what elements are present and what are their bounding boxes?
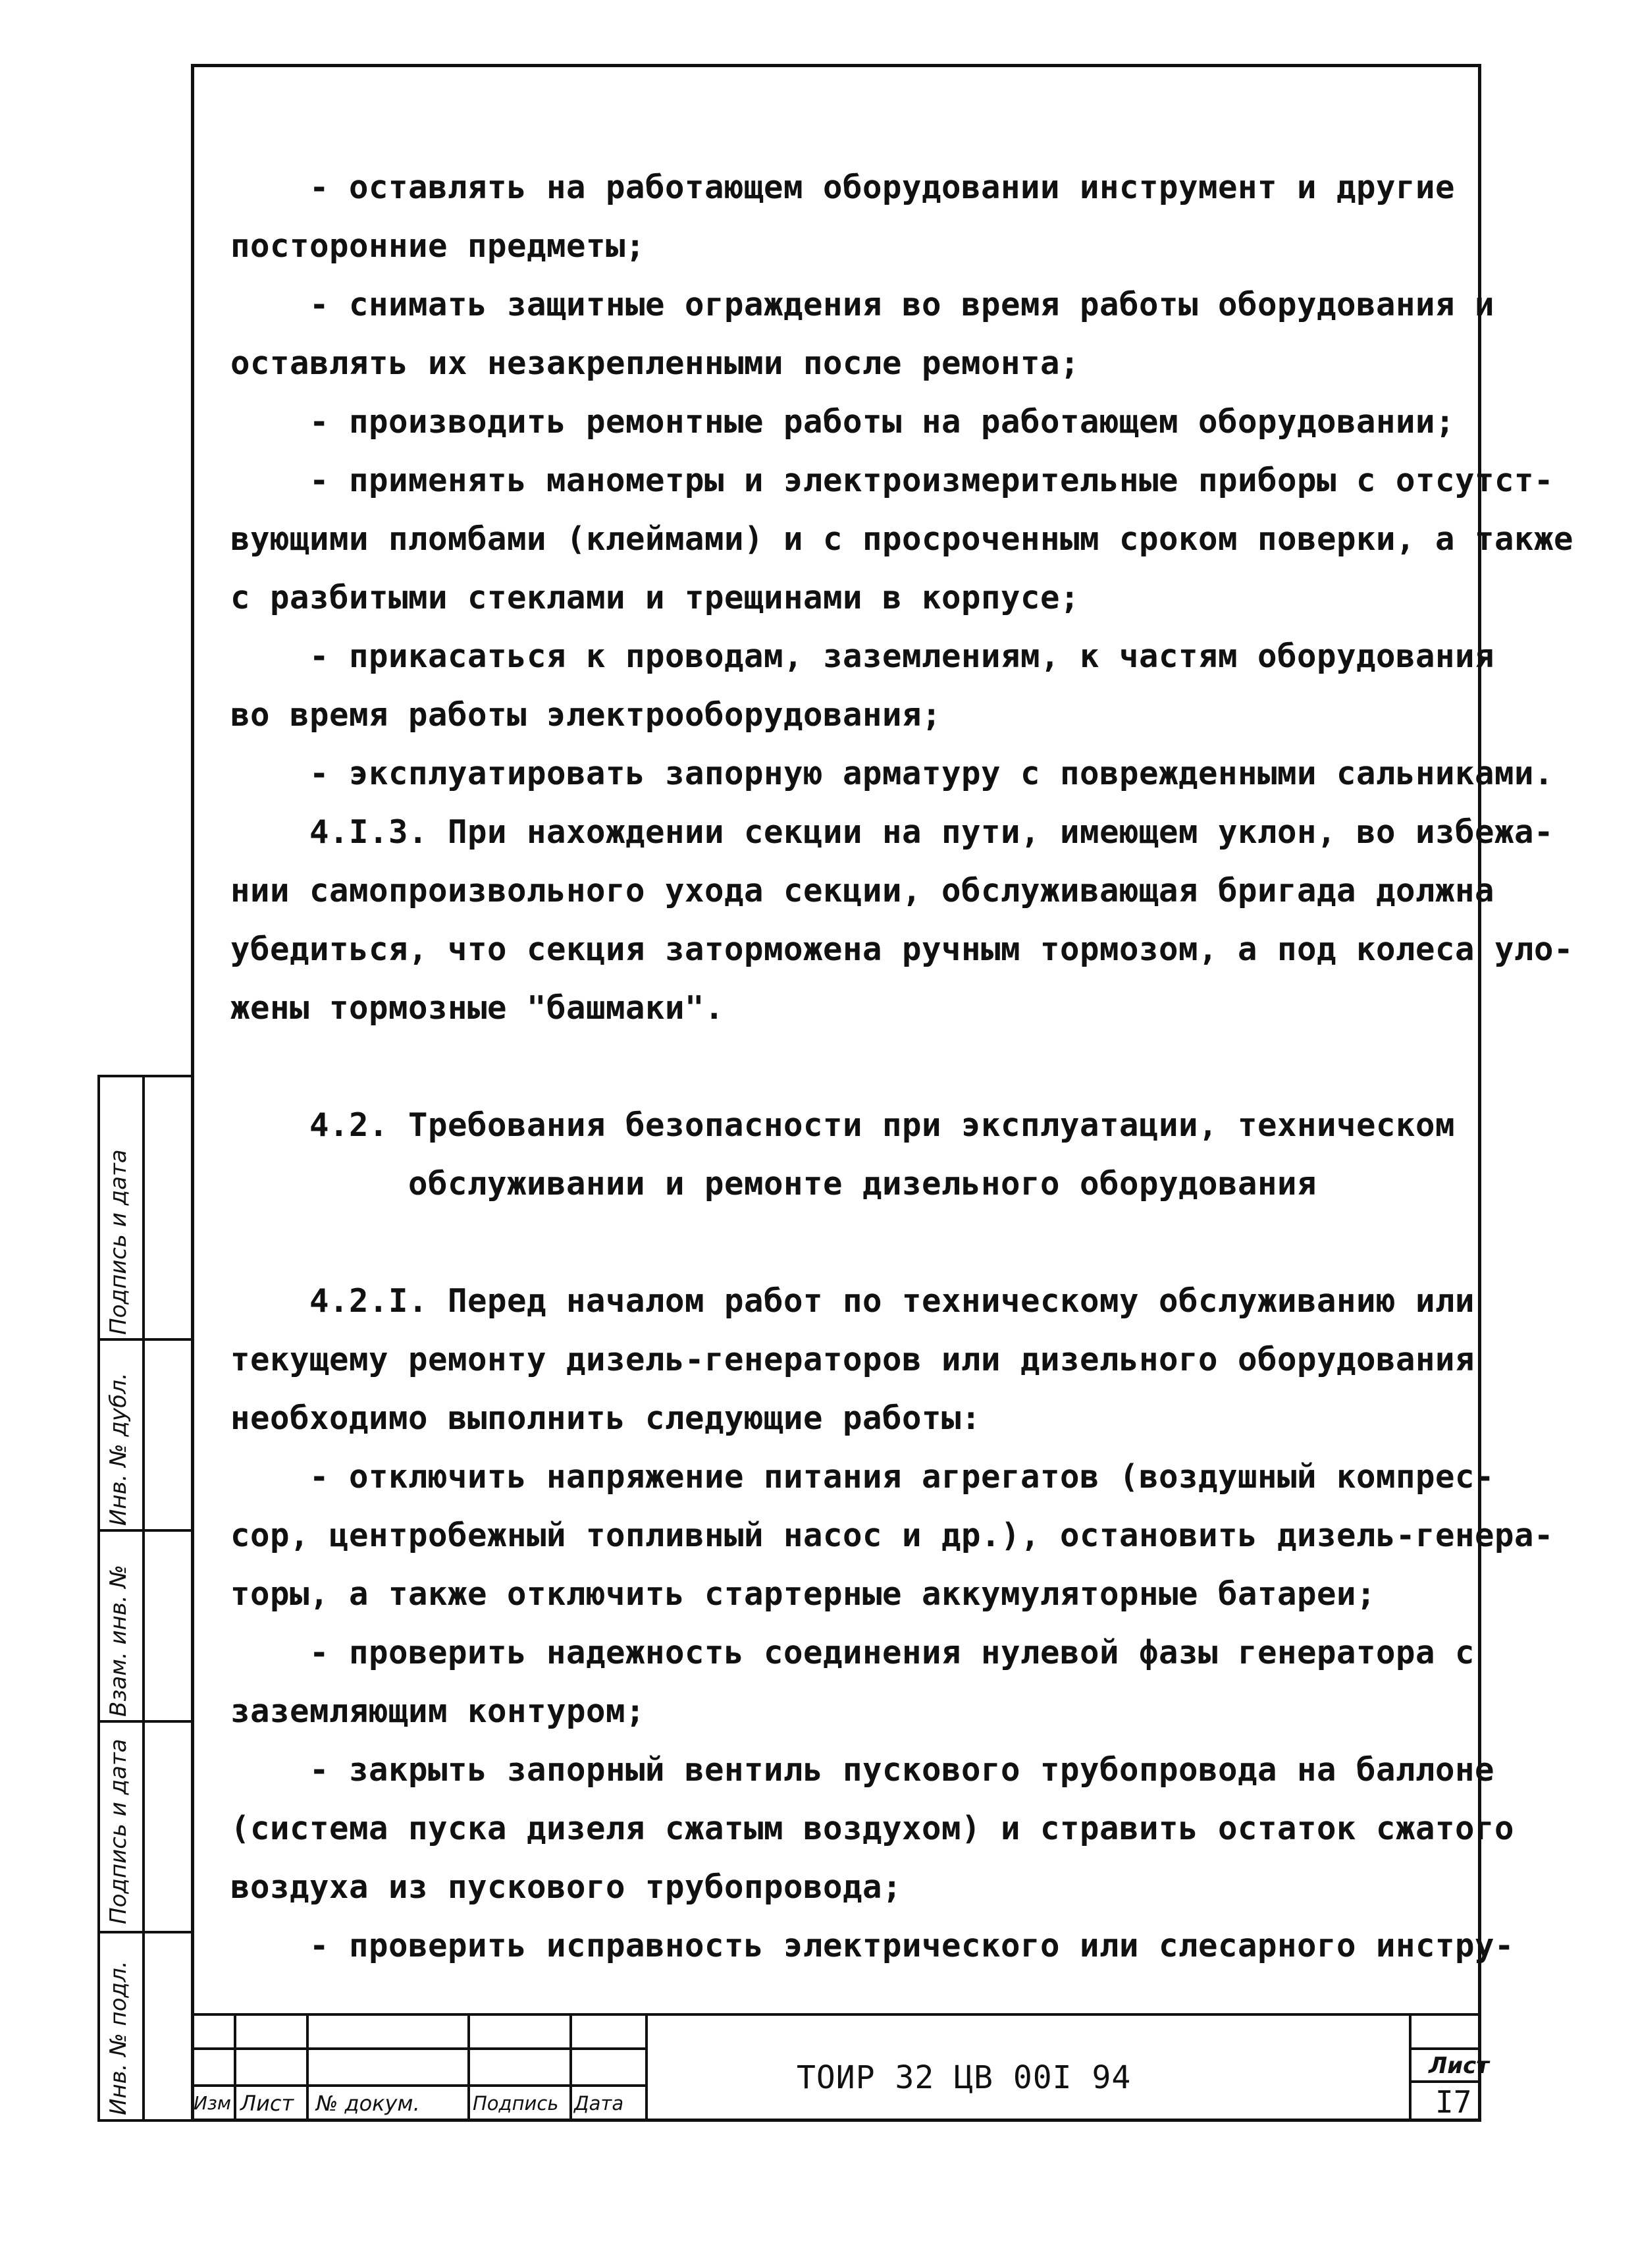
sheet-number: I7: [1435, 2084, 1472, 2120]
sheet-label: Лист: [1429, 2053, 1489, 2079]
strip-label-replacement-inv: Взам. инв. №: [105, 1565, 132, 1717]
header-sheet: Лист: [240, 2091, 294, 2116]
strip-row-line: [97, 2119, 191, 2122]
text-line: с разбитыми стеклами и трещинами в корпусе;: [230, 579, 1080, 616]
text-line: - закрыть запорный вентиль пускового трубопровода на баллоне: [230, 1751, 1495, 1789]
text-line: - снимать защитные ограждения во время работы оборудования и: [230, 286, 1495, 323]
text-line: - применять манометры и электроизмерительные приборы с отсутст-: [230, 462, 1554, 499]
title-block-col-line: [569, 2013, 572, 2122]
text-line: заземляющим контуром;: [230, 1692, 646, 1730]
text-line: 4.2. Требования безопасности при эксплуатации, техническом: [230, 1106, 1456, 1144]
text-line: - оставлять на работающем оборудовании инструмент и другие: [230, 169, 1456, 206]
text-line: - прикасаться к проводам, заземлениям, к частям оборудования: [230, 637, 1495, 675]
title-block-sheet-line: [1409, 2080, 1481, 2083]
text-line: - эксплуатировать запорную арматуру с поврежденными сальниками.: [230, 755, 1554, 792]
strip-row-line: [97, 1338, 191, 1341]
header-date: Дата: [574, 2092, 624, 2115]
title-block-col-line: [234, 2013, 236, 2122]
strip-row-line: [97, 1931, 191, 1933]
side-stamp-strip: [97, 1075, 191, 2122]
header-document-number: № докум.: [316, 2091, 420, 2116]
strip-row-line: [97, 1720, 191, 1723]
title-block: [191, 2013, 1489, 2122]
title-block-col-line: [1409, 2013, 1412, 2122]
strip-row-line: [97, 1529, 191, 1532]
text-line: 4.2.I. Перед началом работ по техническому обслуживанию или: [230, 1282, 1475, 1320]
text-line: вующими пломбами (клеймами) и с просроченным сроком поверки, а также: [230, 520, 1574, 558]
title-block-row-line: [191, 2047, 645, 2050]
text-line: сор, центробежный топливный насос и др.), остановить дизель-генера-: [230, 1517, 1554, 1554]
strip-row-line: [97, 1075, 191, 1077]
text-line: нии самопроизвольного ухода секции, обслуживающая бригада должна: [230, 872, 1495, 909]
text-line: посторонние предметы;: [230, 227, 646, 265]
title-block-top-line: [191, 2013, 1481, 2016]
strip-divider: [142, 1075, 145, 2122]
title-block-row-line: [191, 2084, 645, 2087]
text-line: необходимо выполнить следующие работы:: [230, 1399, 982, 1437]
document-code: ТОИР 32 ЦВ 00I 94: [797, 2059, 1132, 2096]
header-signature: Подпись: [473, 2092, 559, 2115]
strip-label-original-inv: Инв. № подл.: [105, 1960, 132, 2115]
strip-border: [97, 1075, 100, 2122]
text-line: - отключить напряжение питания агрегатов (воздушный компрес-: [230, 1458, 1495, 1496]
title-block-col-line: [645, 2013, 648, 2122]
text-line: текущему ремонту дизель-генераторов или дизельного оборудования: [230, 1341, 1475, 1378]
title-block-col-line: [306, 2013, 309, 2122]
header-change: Изм: [194, 2092, 231, 2114]
text-line: 4.I.3. При нахождении секции на пути, имеющем уклон, во избежа-: [230, 813, 1554, 851]
text-line: - производить ремонтные работы на работающем оборудовании;: [230, 403, 1456, 441]
strip-label-signature-date: Подпись и дата: [105, 1149, 132, 1335]
text-line: оставлять их незакрепленными после ремонта;: [230, 344, 1080, 382]
title-block-sheet-line: [1409, 2047, 1481, 2050]
text-line: убедиться, что секция заторможена ручным тормозом, а под колеса уло-: [230, 931, 1574, 968]
title-block-col-line: [467, 2013, 470, 2122]
text-line: воздуха из пускового трубопровода;: [230, 1868, 903, 1906]
text-line: жены тормозные "башмаки".: [230, 989, 725, 1027]
text-line: во время работы электрооборудования;: [230, 696, 942, 734]
strip-label-signature-date-2: Подпись и дата: [105, 1739, 132, 1924]
text-line: - проверить надежность соединения нулевой фазы генератора с: [230, 1634, 1475, 1671]
strip-label-duplicate-inv: Инв. № дубл.: [105, 1372, 132, 1526]
text-line: (система пуска дизеля сжатым воздухом) и стравить остаток сжатого: [230, 1810, 1515, 1847]
text-line: торы, а также отключить стартерные аккумуляторные батареи;: [230, 1575, 1377, 1613]
text-line: обслуживании и ремонте дизельного оборудования: [230, 1165, 1317, 1202]
text-line: - проверить исправность электрического или слесарного инстру-: [230, 1927, 1515, 1964]
